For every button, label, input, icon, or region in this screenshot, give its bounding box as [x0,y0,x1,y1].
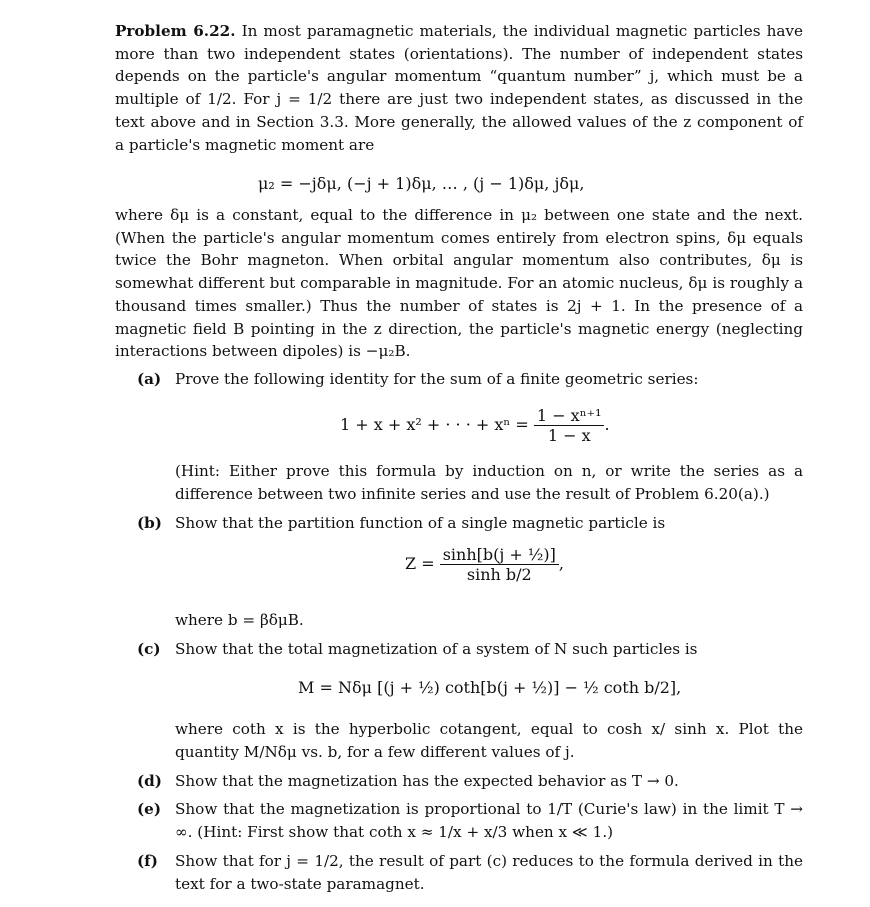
part-c-label: (c) [137,640,161,658]
part-e-text: Show that the magnetization is proportional to 1/T (Curie's law) in the limit T → ∞. (Hint: First show that coth x ≈ 1/x + x/3 when x ≪ 1.) [175,800,803,841]
part-c-text: Show that the total magnetization of a system of N such particles is [175,640,698,658]
part-b-where [175,609,803,632]
geometric-series-denominator: 1 − x [547,426,591,445]
problem-middle: where δμ is a constant, equal to the difference in μ₂ between one state and the next. (When the particle's angular momentum comes entirely from electron spins, δμ equals twice the Bohr magneton. When orbital angular momentum also contributes, δμ is somewhat different but comparable in magnitude. For an atomic nucleus, δμ is roughly a thousand times smaller.) Thus the number of states is 2j + 1. In the presence of a magnetic field B pointing in the z direction, the particle's magnetic energy (neglecting interactions between dipoles) is −μ₂B. [115,206,803,361]
geometric-series-numerator: 1 − xⁿ⁺¹ [534,406,605,426]
partition-function-left: Z = [405,554,435,573]
geometric-series-equation: 1 + x + x² + · · · + xⁿ = $\frac{\text{1 − xⁿ⁺¹}}{1 - x}$ . [340,406,610,445]
problem-intro-text: In most paramagnetic materials, the individual magnetic particles have more than two independent states (orientations). The number of independent states depends on the particle's angular momentum “quantum number” j, which must be a multiple of 1/2. For j = 1/2 there are just two independent states, as discussed in the text above and in Section 3.3. More generally, the allowed values of the z component of a particle's magnetic moment are [115,22,804,154]
part-c-after-text: where coth x is the hyperbolic cotangent, equal to cosh x/ sinh x. Plot the quantity M/Nδμ vs. b, for a few different values of j. [175,720,803,761]
part-b [137,512,803,535]
geometric-series-fraction [534,406,605,445]
geometric-series-left: 1 + x + x² + · · · + xⁿ = [340,415,529,434]
part-a-text: Prove the following identity for the sum of a finite geometric series: [175,370,699,388]
part-d [137,770,803,793]
part-e-label: (e) [137,800,162,818]
moment-equation: μ₂ = −jδμ, (−j + 1)δμ, … , (j − 1)δμ, jδμ, [258,174,585,193]
part-e [137,798,803,843]
magnetization-equation: M = Nδμ [(j + ½) coth[b(j + ½)] − ½ coth b/2], [298,678,682,697]
partition-function-equation: Z = $\frac{\text{sinh[b(j + ½)]}}{\text{sinh b/2}}$ , [405,545,564,584]
problem-heading: Problem 6.22. [115,22,236,40]
part-a-hint [175,460,803,505]
part-c-after [175,718,803,763]
part-a [137,368,803,391]
partition-function-numerator: sinh[b(j + ½)] [440,545,559,565]
problem-intro [115,20,803,156]
part-f-label: (f) [137,852,158,870]
part-b-where-text: where b = βδμB. [175,611,304,629]
partition-function-fraction [440,545,559,584]
part-b-text: Show that the partition function of a single magnetic particle is [175,514,666,532]
partition-function-denominator: sinh b/2 [466,565,532,584]
part-d-text: Show that the magnetization has the expected behavior as T → 0. [175,772,679,790]
part-a-hint-text: (Hint: Either prove this formula by induction on n, or write the series as a difference between two infinite series and use the result of Problem 6.20(a).) [175,462,803,503]
part-c [137,638,803,661]
part-d-label: (d) [137,772,162,790]
part-f-text: Show that for j = 1/2, the result of part (c) reduces to the formula derived in the text for a two-state paramagnet. [175,852,803,893]
part-b-label: (b) [137,514,162,532]
part-a-label: (a) [137,370,162,388]
part-f [137,850,803,895]
